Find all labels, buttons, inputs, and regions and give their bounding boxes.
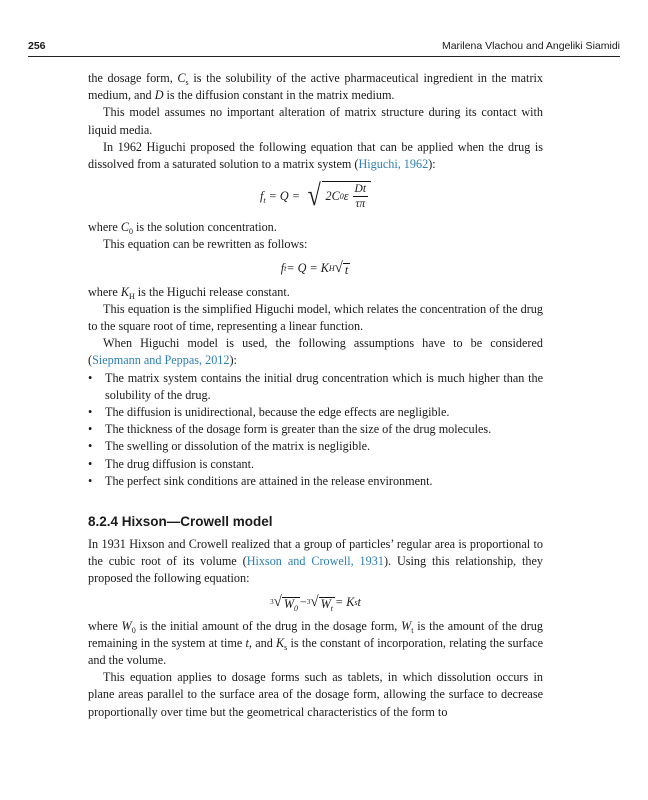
square-root: √ t	[334, 260, 349, 278]
list-item: • The swelling or dissolution of the matrix is negligible.	[88, 438, 543, 455]
citation-link[interactable]: Siepmann and Peppas, 2012	[92, 353, 230, 368]
paragraph: When Higuchi model is used, the following assumptions have to be considered (Siepmann and Peppas, 2012):	[88, 336, 543, 368]
header-rule	[28, 56, 620, 57]
paragraph: In 1931 Hixson and Crowell realized that a group of particles’ regular area is proportional to the cubic root of its volume (Hixson and Crowell, 1931). Using this relationship, they proposed the following equation:	[88, 537, 543, 586]
fraction: $\frac{Dt}{\tau\pi}$	[354, 183, 367, 211]
page-body	[88, 70, 543, 721]
list-item: • The diffusion is unidirectional, because the edge effects are negligible.	[88, 404, 543, 421]
equation-higuchi-simplified: f t = Q = K H √ t	[280, 260, 349, 278]
citation-link[interactable]: Hixson and Crowell, 1931	[246, 554, 384, 569]
section-heading: 8.2.4 Hixson—Crowell model	[88, 514, 273, 530]
bullet-icon: •	[88, 456, 93, 471]
bullet-icon: •	[88, 405, 93, 420]
list-item: • The matrix system contains the initial drug concentration which is much higher than the solubility of the drug.	[88, 370, 543, 402]
paragraph: In 1962 Higuchi proposed the following equation that can be applied when the drug is dissolved from a saturated solution to a matrix system (Higuchi, 1962):	[88, 139, 543, 172]
paragraph: This equation can be rewritten as follows:	[103, 237, 308, 252]
equation-higuchi: $f_t = Q$ = √ 2C 0 ε $\frac{Dt}{\tau\pi}$	[88, 173, 543, 219]
paragraph: where $W_0$ is the initial amount of the drug in the dosage form, $W_t$ is the amount of the drug remaining in the system at time t, and $K_s$ is the constant of incorporation, relating the surface and the volume.	[88, 618, 543, 668]
running-head: Marilena Vlachou and Angeliki Siamidi	[441, 40, 620, 52]
page-header	[28, 40, 620, 56]
square-root: √ 2C 0 ε $\frac{Dt}{\tau\pi}$	[306, 181, 371, 211]
cube-root: √ $W_0$	[273, 594, 298, 614]
citation-link[interactable]: Higuchi, 1962	[358, 157, 429, 172]
bullet-icon: •	[88, 422, 93, 437]
paragraph: the dosage form, $C_s$ is the solubility of the active pharmaceutical ingredient in the matrix medium, and D is the diffusion constant in the matrix medium.	[88, 71, 543, 103]
paragraph: where $K_H$ is the Higuchi release constant.	[88, 284, 290, 301]
bullet-icon: •	[88, 439, 93, 454]
equation-hixson-crowell: 3 √ $W_0$ − 3 √ $W_t$ = K s t	[270, 594, 361, 614]
bullet-icon: •	[88, 370, 93, 385]
page-number: 256	[28, 40, 46, 52]
assumptions-list	[88, 370, 543, 490]
paragraph: This equation is the simplified Higuchi model, which relates the concentration of the drug to the square root of time, representing a linear function.	[88, 301, 543, 334]
paragraph: This equation applies to dosage forms such as tablets, in which dissolution occurs in plane areas parallel to the surface area of the dosage form, allowing the surface to decrease proportionally over time but the geometrical characteristics of the form to	[88, 670, 543, 719]
paragraph: where $C_0$ is the solution concentration.	[88, 220, 277, 237]
list-item: • The perfect sink conditions are attained in the release environment.	[88, 473, 543, 490]
paragraph: This model assumes no important alteration of matrix structure during its contact with liquid media.	[88, 105, 543, 137]
cube-root: √ $W_t$	[310, 594, 333, 614]
list-item: • The drug diffusion is constant.	[88, 456, 543, 473]
bullet-icon: •	[88, 473, 93, 488]
list-item: • The thickness of the dosage form is greater than the size of the drug molecules.	[88, 421, 543, 438]
